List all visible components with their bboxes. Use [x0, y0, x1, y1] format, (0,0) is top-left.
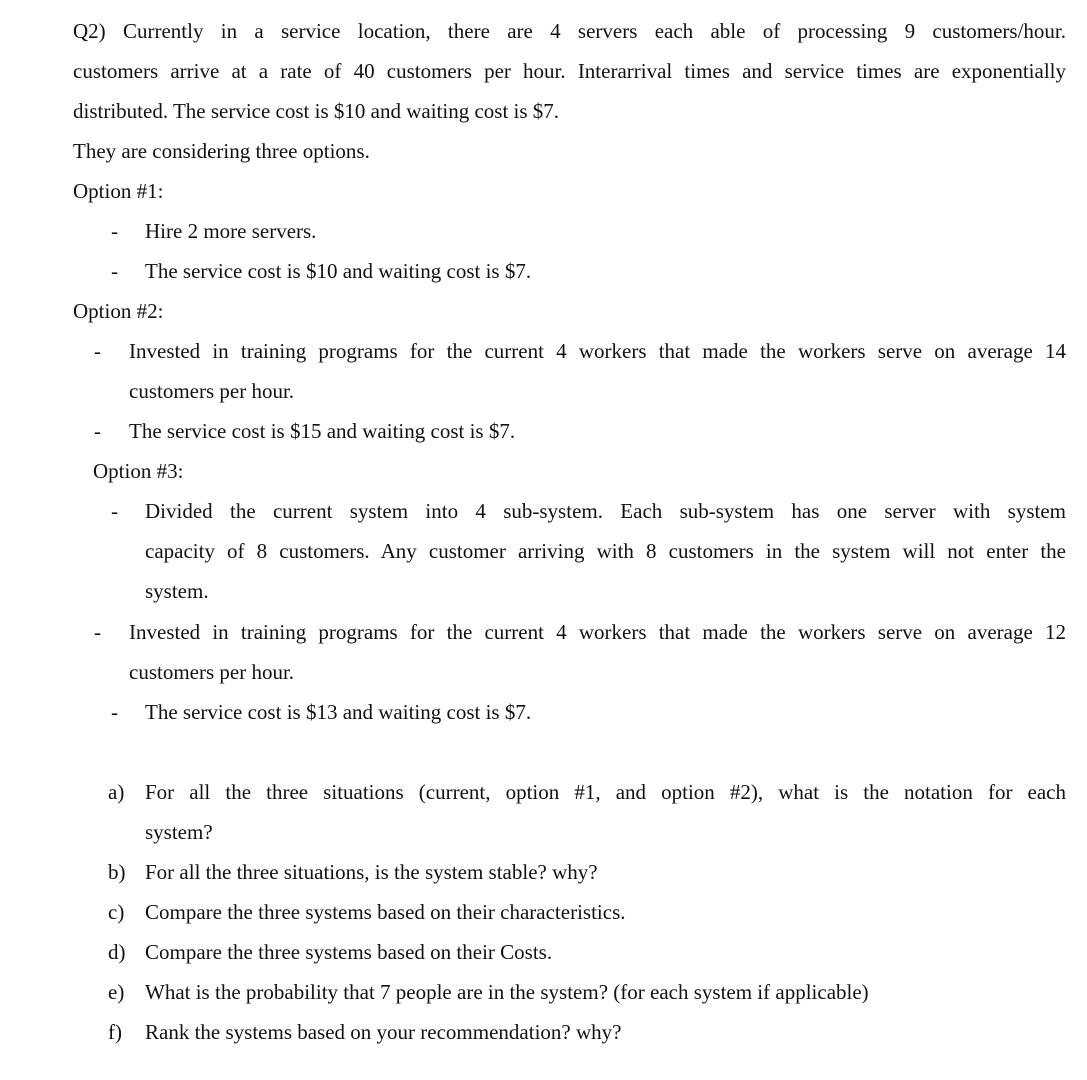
option-3-bullet-1-line-3: system.	[145, 579, 209, 603]
option-3-title: Option #3:	[93, 459, 184, 483]
option-3-bullet-1-line-1: Divided the current system into 4 sub-system. Each sub-system has one server with system	[145, 499, 1066, 523]
option-3-bullet-3-text: The service cost is $13 and waiting cost is $7.	[145, 700, 532, 724]
part-b-text: For all the three situations, is the system stable? why?	[145, 860, 598, 884]
option-3-bullet-2-dash: -	[94, 620, 101, 644]
part-f-label: f)	[108, 1020, 122, 1044]
part-a-line-2: system?	[145, 820, 213, 844]
option-3-bullet-2-line-2: customers per hour.	[129, 660, 295, 684]
option-2-bullet-1-line-1: Invested in training programs for the current 4 workers that made the workers serve on average 14	[129, 339, 1066, 363]
option-3-bullet-3-dash: -	[111, 700, 118, 724]
part-b-label: b)	[108, 860, 126, 884]
option-2-bullet-1-line-2: customers per hour.	[129, 379, 295, 403]
part-c-text: Compare the three systems based on their characteristics.	[145, 900, 626, 924]
option-2-title: Option #2:	[73, 299, 164, 323]
intro-line-4: They are considering three options.	[73, 139, 370, 163]
option-1-bullet-1-dash: -	[111, 219, 118, 243]
option-1-title: Option #1:	[73, 179, 164, 203]
part-d-text: Compare the three systems based on their Costs.	[145, 940, 553, 964]
part-c-label: c)	[108, 900, 125, 924]
option-3-bullet-1-dash: -	[111, 499, 118, 523]
part-f-text: Rank the systems based on your recommendation? why?	[145, 1020, 622, 1044]
intro-line-1: Q2) Currently in a service location, there are 4 servers each able of processing 9 customers/hour.	[73, 19, 1066, 43]
option-1-bullet-1-text: Hire 2 more servers.	[145, 219, 317, 243]
option-1-bullet-2-dash: -	[111, 259, 118, 283]
option-2-bullet-1-dash: -	[94, 339, 101, 363]
option-2-bullet-2-dash: -	[94, 419, 101, 443]
part-e-label: e)	[108, 980, 125, 1004]
part-d-label: d)	[108, 940, 126, 964]
intro-line-2: customers arrive at a rate of 40 customers per hour. Interarrival times and service times are exponentially	[73, 59, 1066, 83]
intro-line-3: distributed. The service cost is $10 and waiting cost is $7.	[73, 99, 560, 123]
option-3-bullet-2-line-1: Invested in training programs for the current 4 workers that made the workers serve on average 12	[129, 620, 1066, 644]
option-1-bullet-2-text: The service cost is $10 and waiting cost is $7.	[145, 259, 532, 283]
part-a-label: a)	[108, 780, 125, 804]
option-2-bullet-2-text: The service cost is $15 and waiting cost is $7.	[129, 419, 516, 443]
part-e-text: What is the probability that 7 people are in the system? (for each system if applicable)	[145, 980, 869, 1004]
option-3-bullet-1-line-2: capacity of 8 customers. Any customer arriving with 8 customers in the system will not enter the	[145, 539, 1066, 563]
part-a-line-1: For all the three situations (current, option #1, and option #2), what is the notation for each	[145, 780, 1066, 804]
